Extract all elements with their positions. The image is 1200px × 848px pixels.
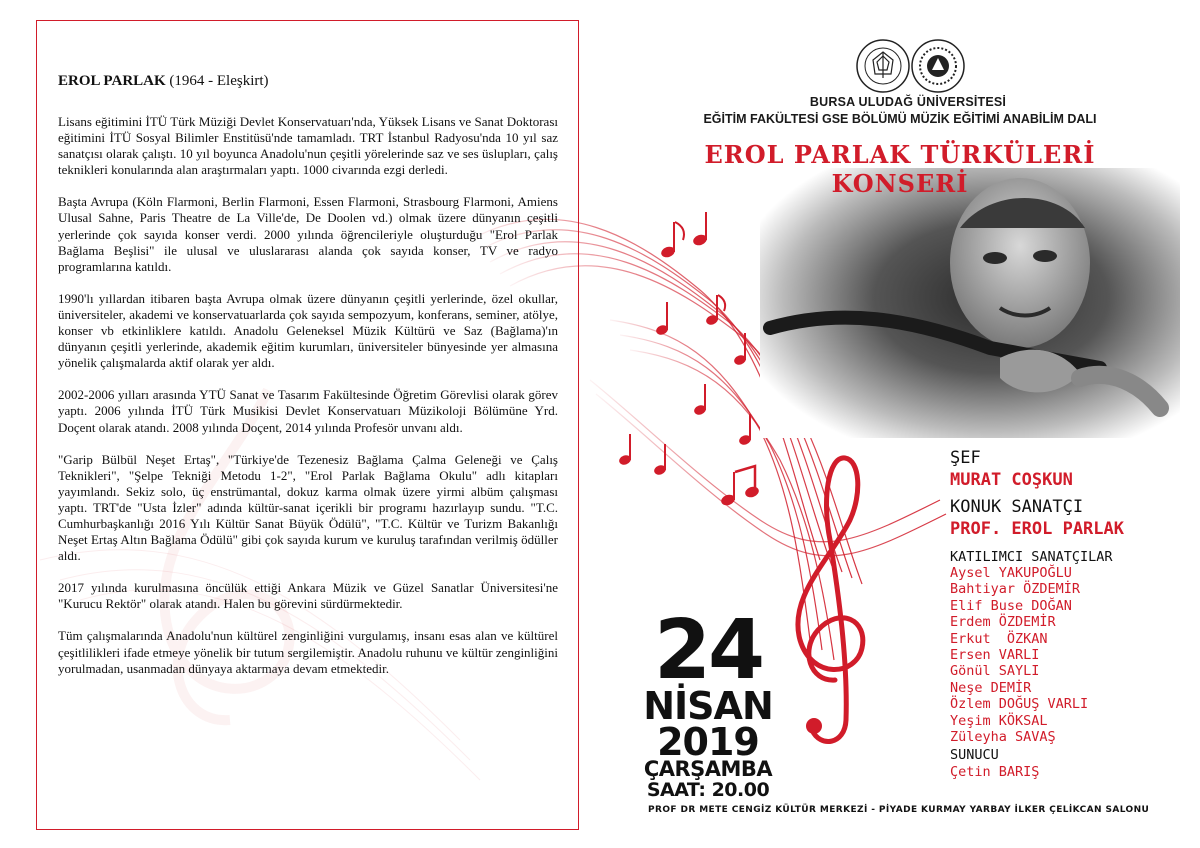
artist-name: EROL PARLAK	[58, 73, 166, 89]
bio-paragraph: Tüm çalışmalarında Anadolu'nun kültürel zenginliğini vurgulamış, insanı esas alan ve kültürel çeşitlilikleri ifade etmeye yönelik bir tutum sergilemiştir. Anadolu ruhunu ve kültür zenginliğini yorulmadan, usanmadan dünyaya aktarmaya devam etmektedir.	[58, 628, 558, 676]
participants-list	[950, 565, 1088, 745]
participant: Yeşim KÖKSAL	[950, 712, 1048, 729]
faculty-name: EĞİTİM FAKÜLTESİ GSE BÖLÜMÜ MÜZİK EĞİTİMİ ANABİLİM DALI	[703, 112, 1097, 126]
university-name: BURSA ULUDAĞ ÜNİVERSİTESİ	[809, 95, 1007, 109]
conductor-name: MURAT COŞKUN	[950, 470, 1073, 490]
university-seal-icon	[855, 38, 911, 94]
participant: Elif Buse DOĞAN	[950, 597, 1072, 614]
date-month: NİSAN	[643, 684, 773, 728]
concert-title: EROL PARLAK TÜRKÜLERİ KONSERİ	[704, 140, 1096, 198]
participant: Aysel YAKUPOĞLU	[950, 565, 1072, 581]
host-name: Çetin BARIŞ	[950, 764, 1040, 780]
biography-heading	[58, 72, 558, 90]
date-time: SAAT: 20.00	[646, 779, 770, 801]
participant: Bahtiyar ÖZDEMİR	[950, 581, 1081, 598]
bio-paragraph: 1990'lı yıllardan itibaren başta Avrupa olmak üzere dünyanın çeşitli yerlerinde, özel okullar, üniversiteler, akademi ve konservatuarlarda çok sayıda sempozyum, konferans, seminer, atölye, konser vb etkinliklere katıldı. Anadolu Geleneksel Müzik Kültürü ve Saz (Bağlama)'ın dünyanın çeşitli yerlerinde, akademik eğitim kurumları, üniversiteler bünyesinde yer almasına yönelik çalışmalarda aktif olarak yer aldı.	[58, 290, 558, 371]
bio-paragraph: Başta Avrupa (Köln Flarmoni, Berlin Flarmoni, Essen Flarmoni, Strasbourg Flarmoni, Amiens Ulusal Sahne, Paris Theatre de La Ville'de, De Doolen vd.) olmak üzere dünyanın çeşitli yerlerinde çok sayıda konser verdi. 2000 yılında öğrencileriyle oluşturduğu "Erol Parlak Bağlama Beşlisi" ile ulusal ve uluslararası alanda çok sayıda konser, TV ve radyo programlarına katıldı.	[58, 194, 558, 274]
participant: Gönül SAYLI	[950, 663, 1040, 680]
artist-photo	[760, 168, 1180, 438]
host-label: SUNUCU	[950, 747, 999, 763]
participant: Özlem DOĞUŞ VARLI	[950, 696, 1089, 713]
biography	[58, 72, 558, 693]
participant: Erkut ÖZKAN	[950, 630, 1048, 647]
participant: Ersen VARLI	[950, 647, 1040, 664]
bio-paragraph: 2017 yılında kurulmasına öncülük ettiği Ankara Müzik ve Güzel Sanatlar Üniversitesi'ne "Kurucu Rektör" olarak atandı. Halen bu görevini sürdürmektedir.	[58, 580, 558, 612]
venue: PROF DR METE CENGİZ KÜLTÜR MERKEZİ - PİYADE KURMAY YARBAY İLKER ÇELİKCAN SALONU	[648, 805, 1150, 815]
treble-clef-icon	[798, 458, 863, 742]
participants-label: KATILIMCI SANATÇILAR	[950, 549, 1113, 565]
participant: Neşe DEMİR	[950, 679, 1032, 696]
conductor-label: ŞEF	[950, 448, 981, 468]
participant: Züleyha SAVAŞ	[950, 729, 1056, 746]
participant: Erdem ÖZDEMİR	[950, 614, 1056, 631]
artist-dates: (1964 - Eleşkirt)	[169, 73, 269, 89]
date-year: 2019	[657, 720, 759, 764]
bio-paragraph: 2002-2006 yılları arasında YTÜ Sanat ve Tasarım Fakültesinde Öğretim Görevlisi olarak görev yaptı. 2006 yılında İTÜ Türk Musikisi Devlet Konservatuarı Müzikoloji Bölümüne Yrd. Doçent olarak atandı. 2008 yılında Doçent, 2014 yılında Profesör unvanı aldı.	[58, 387, 558, 435]
date-weekday: ÇARŞAMBA	[643, 757, 773, 781]
faculty-seal-icon	[910, 38, 966, 94]
bio-paragraph: Lisans eğitimini İTÜ Türk Müziği Devlet Konservatuarı'nda, Yüksek Lisans ve Sanat Doktorası eğitimini İTÜ Sosyal Bilimler Enstitüsü'nde tamamladı. TRT İstanbul Radyosu'nda 10 yıl saz sanatçısı olarak çalıştı. 10 yıl boyunca Anadolu'nun çeşitli yörelerinde saz ve ses üslupları, çalış teknikleri konularında alan araştırmaları yaptı. 1000 civarında ezgi derledi.	[58, 114, 558, 178]
bio-paragraph: "Garip Bülbül Neşet Ertaş", "Türkiye'de Tezenesiz Bağlama Çalma Geleneği ve Çalış Teknikleri", "Şelpe Tekniği Metodu 1-2", "Erol Parlak Bağlama Okulu" adlı kitapları yayımlandı. Sekiz solo, üç enstrümantal, dokuz karma olmak üzere yirmi albüm çalışması yaptı. TRT'de "Usta İzler" adında kültür-sanat içerikli bir programı hazırlayıp sundu. "T.C. Cumhurbaşkanlığı 2016 Yılı Kültür Sanat Büyük Ödülü", "T.C. Kültür ve Turizm Bakanlığı Neşet Ertaş Altın Bağlama Ödülü" gibi çok sayıda kurum ve kuruluş tarafından verilmiş ödüller aldı.	[58, 451, 558, 564]
date-day: 24	[653, 603, 763, 698]
guest-label: KONUK SANATÇI	[950, 497, 1084, 517]
guest-name: PROF. EROL PARLAK	[950, 519, 1124, 539]
